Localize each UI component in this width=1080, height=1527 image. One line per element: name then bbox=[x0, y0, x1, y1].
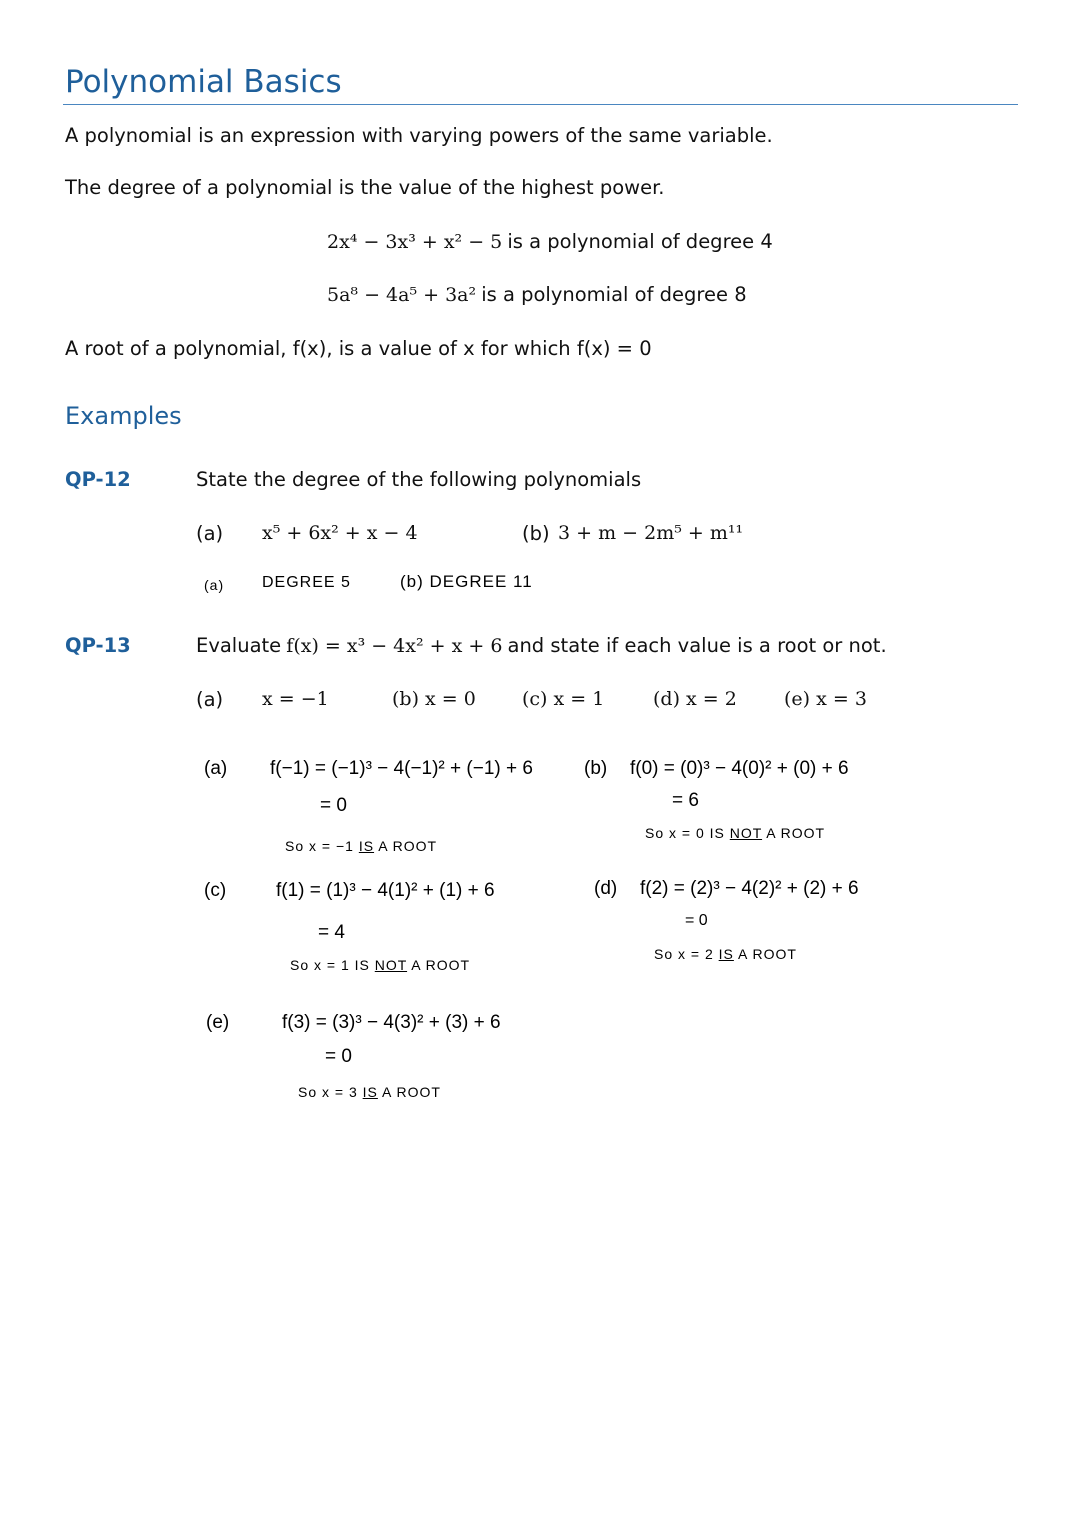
answer-a-line2: = 0 bbox=[320, 795, 347, 816]
example-expression: 2x⁴ − 3x³ + x² − 5 bbox=[327, 231, 503, 253]
qp12-part-b-expr: 3 + m − 2m⁵ + m¹¹ bbox=[558, 522, 744, 544]
degree-example-2 bbox=[327, 283, 747, 306]
answer-e-conclusion: So x = 3 IS A ROOT bbox=[298, 1084, 441, 1100]
degree-example-1 bbox=[327, 230, 773, 253]
answer-b-conclusion: So x = 0 IS NOT A ROOT bbox=[645, 825, 826, 841]
answer-a-conclusion: So x = −1 IS A ROOT bbox=[285, 838, 438, 854]
answer-d-label: (d) bbox=[594, 878, 618, 899]
answer-b-line1: f(0) = (0)³ − 4(0)² + (0) + 6 bbox=[630, 758, 849, 779]
qp12-label: QP-12 bbox=[65, 468, 131, 491]
example-expression: 5a⁸ − 4a⁵ + 3a² bbox=[327, 284, 477, 306]
qp12-part-b-label: (b) bbox=[522, 522, 550, 545]
question-text: and state if each value is a root or not. bbox=[507, 634, 887, 657]
answer-a-line1: f(−1) = (−1)³ − 4(−1)² + (−1) + 6 bbox=[270, 758, 533, 779]
qp12-answer-a-label: (a) bbox=[204, 577, 225, 593]
question-expression: f(x) = x³ − 4x² + x + 6 bbox=[286, 635, 503, 657]
qp13-label: QP-13 bbox=[65, 634, 131, 657]
answer-c-line1: f(1) = (1)³ − 4(1)² + (1) + 6 bbox=[276, 880, 495, 901]
qp12-answer-b: (b) DEGREE 11 bbox=[400, 572, 533, 591]
qp13-part-e: (e) x = 3 bbox=[784, 688, 867, 710]
qp13-part-d: (d) x = 2 bbox=[653, 688, 737, 710]
answer-b-label: (b) bbox=[584, 758, 608, 779]
qp12-question: State the degree of the following polynomials bbox=[196, 468, 642, 491]
definition-polynomial: A polynomial is an expression with varying powers of the same variable. bbox=[65, 124, 773, 147]
answer-c-line2: = 4 bbox=[318, 922, 345, 943]
qp12-answer-a: DEGREE 5 bbox=[262, 574, 351, 591]
qp12-part-a-expr: x⁵ + 6x² + x − 4 bbox=[262, 522, 418, 544]
answer-d-line1: f(2) = (2)³ − 4(2)² + (2) + 6 bbox=[640, 878, 859, 899]
answer-e-line1: f(3) = (3)³ − 4(3)² + (3) + 6 bbox=[282, 1012, 501, 1033]
qp13-part-b: (b) x = 0 bbox=[392, 688, 476, 710]
answer-c-label: (c) bbox=[204, 880, 227, 901]
question-text: Evaluate bbox=[196, 634, 282, 657]
examples-heading: Examples bbox=[65, 402, 182, 430]
answer-d-conclusion: So x = 2 IS A ROOT bbox=[654, 946, 797, 962]
answer-b-line2: = 6 bbox=[672, 790, 699, 811]
answer-c-conclusion: So x = 1 IS NOT A ROOT bbox=[290, 957, 471, 973]
answer-e-label: (e) bbox=[206, 1012, 230, 1033]
qp13-part-c: (c) x = 1 bbox=[522, 688, 605, 710]
definition-degree: The degree of a polynomial is the value of the highest power. bbox=[65, 176, 665, 199]
title-rule bbox=[63, 104, 1018, 105]
answer-d-line2: = 0 bbox=[685, 912, 708, 929]
definition-root: A root of a polynomial, f(x), is a value of x for which f(x) = 0 bbox=[65, 337, 652, 360]
example-text: is a polynomial of degree 8 bbox=[481, 283, 747, 306]
qp13-part-a: x = −1 bbox=[262, 688, 329, 710]
qp13-question bbox=[196, 634, 887, 657]
qp12-part-a-label: (a) bbox=[196, 522, 224, 545]
answer-e-line2: = 0 bbox=[325, 1046, 352, 1067]
answer-a-label: (a) bbox=[204, 758, 228, 779]
page-title: Polynomial Basics bbox=[65, 64, 342, 100]
example-text: is a polynomial of degree 4 bbox=[507, 230, 773, 253]
qp13-part-label: (a) bbox=[196, 688, 224, 711]
